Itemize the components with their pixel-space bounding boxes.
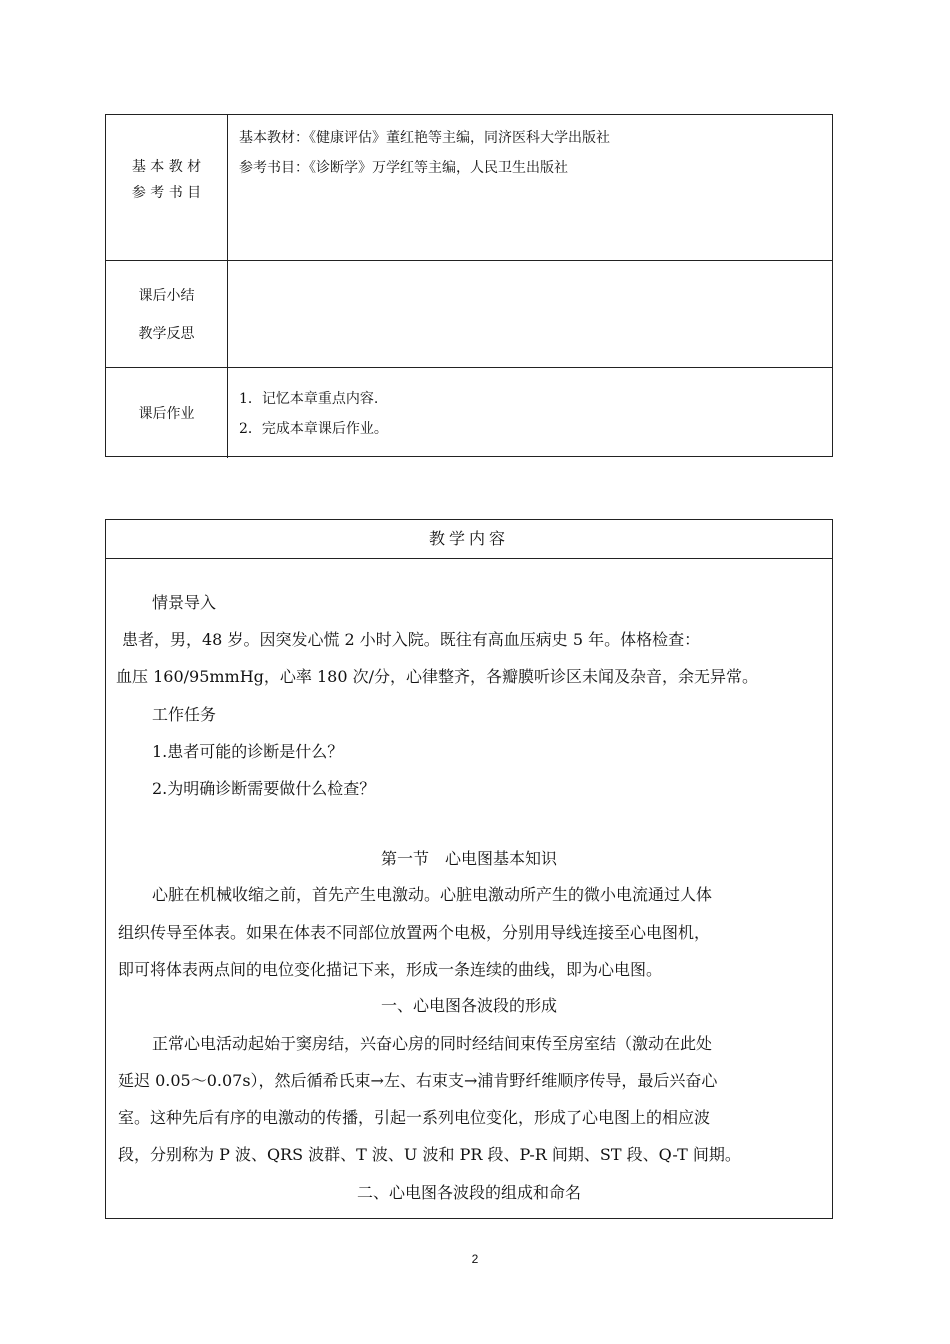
- homework-item: 1．记忆本章重点内容.: [239, 391, 379, 407]
- task-title: 工作任务: [152, 705, 217, 724]
- teaching-content-table: [105, 519, 833, 1219]
- teaching-content-body: [106, 559, 832, 1218]
- summary-content-cell: [229, 261, 832, 367]
- task-item: 2.为明确诊断需要做什么检查？: [152, 779, 376, 798]
- textbook-label-cell: [106, 115, 228, 260]
- summary-label-cell: [106, 261, 228, 367]
- textbook-label-line2: 参 考 书 目: [131, 184, 202, 201]
- homework-label-cell: [106, 368, 228, 458]
- paragraph-line: 组织传导至体表。如果在体表不同部位放置两个电极，分别用导线连接至心电图机，: [118, 923, 711, 942]
- case-line: 患者，男，48 岁。因突发心慌 2 小时入院。既往有高血压病史 5 年。体格检查：: [122, 630, 701, 649]
- textbook-content-cell: [229, 115, 832, 260]
- paragraph-line: 段，分别称为 P 波、QRS 波群、T 波、U 波和 PR 段、P-R 间期、ST 段、Q-T 间期。: [118, 1145, 741, 1164]
- paragraph-line: 延迟 0.05～0.07s），然后循希氏束→左、右束支→浦肯野纤维顺序传导，最后兴奋心: [118, 1071, 718, 1090]
- homework-label: 课后作业: [138, 406, 195, 422]
- case-line: 血压 160/95mmHg，心率 180 次/分，心律整齐，各瓣膜听诊区未闻及杂音，余无异常。: [116, 667, 759, 686]
- subsection-title: 一、心电图各波段的形成: [380, 996, 557, 1015]
- homework-content-cell: [229, 368, 832, 458]
- intro-title: 情景导入: [152, 593, 217, 612]
- paragraph-line: 即可将体表两点间的电位变化描记下来，形成一条连续的曲线，即为心电图。: [118, 960, 663, 979]
- page-number: 2: [471, 1252, 479, 1266]
- teaching-content-header: 教学内容: [106, 520, 832, 559]
- paragraph-line: 正常心电活动起始于窦房结，兴奋心房的同时经结间束传至房室结（激动在此处: [152, 1034, 713, 1053]
- summary-row: [106, 261, 832, 368]
- reference-book-text: 参考书目：《诊断学》万学红等主编，人民卫生出版社: [239, 160, 568, 176]
- homework-row: [106, 368, 832, 458]
- summary-label-line1: 课后小结: [138, 288, 195, 304]
- basic-textbook-text: 基本教材：《健康评估》董红艳等主编，同济医科大学出版社: [239, 130, 610, 146]
- paragraph-line: 室。这种先后有序的电激动的传播，引起一系列电位变化，形成了心电图上的相应波: [118, 1108, 711, 1127]
- homework-item: 2．完成本章课后作业。: [239, 421, 388, 437]
- course-info-table: [105, 114, 833, 457]
- textbook-label-line1: 基 本 教 材: [131, 158, 202, 175]
- textbook-row: [106, 115, 832, 261]
- summary-label-line2: 教学反思: [138, 326, 195, 342]
- section-title: 第一节 心电图基本知识: [380, 849, 557, 868]
- subsection-title: 二、心电图各波段的组成和命名: [356, 1183, 581, 1202]
- task-item: 1.患者可能的诊断是什么？: [152, 742, 344, 761]
- paragraph-line: 心脏在机械收缩之前，首先产生电激动。心脏电激动所产生的微小电流通过人体: [152, 885, 713, 904]
